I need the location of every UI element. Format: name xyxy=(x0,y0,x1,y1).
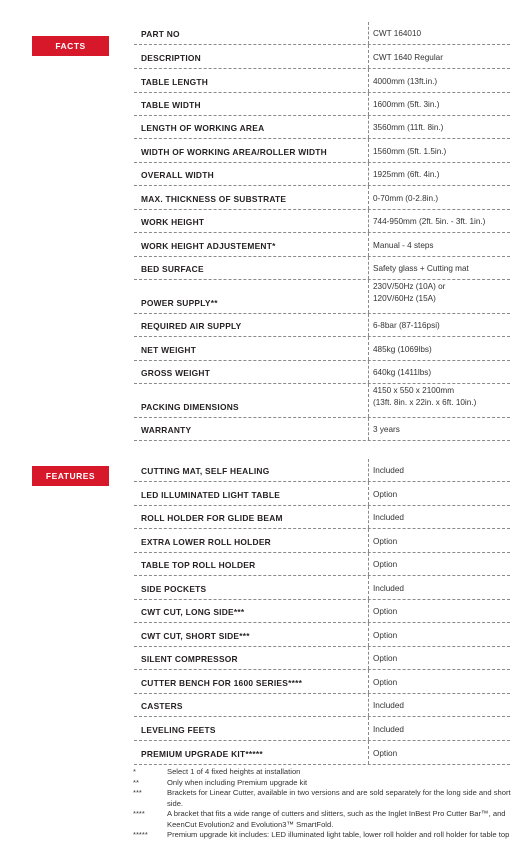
features-row-value: Option xyxy=(373,560,398,569)
features-row xyxy=(134,459,510,482)
facts-row-value-line2: (13ft. 8in. x 22in. x 6ft. 10in.) xyxy=(373,398,477,407)
features-row xyxy=(134,741,510,765)
footnote-marker: ***** xyxy=(133,830,148,839)
facts-row-value: 3560mm (11ft. 8in.) xyxy=(373,123,444,132)
facts-row-divider xyxy=(368,314,369,336)
footnote xyxy=(133,767,513,778)
facts-row-label: MAX. THICKNESS OF SUBSTRATE xyxy=(141,194,287,204)
facts-row-divider xyxy=(368,361,369,383)
features-row-divider xyxy=(368,623,369,646)
footnote-marker: ** xyxy=(133,777,139,787)
facts-row xyxy=(134,384,510,418)
facts-row-value: 230V/50Hz (10A) or xyxy=(373,282,446,291)
facts-row-value: 1600mm (5ft. 3in.) xyxy=(373,100,440,109)
features-row xyxy=(134,600,510,623)
facts-row-label: POWER SUPPLY** xyxy=(141,298,218,308)
facts-row xyxy=(134,418,510,441)
features-row-value: Option xyxy=(373,654,398,663)
facts-row xyxy=(134,280,510,314)
features-badge-label: FEATURES xyxy=(45,471,96,481)
features-row xyxy=(134,529,510,553)
footnote xyxy=(133,830,513,841)
features-row-label: LEVELING FEETS xyxy=(141,725,216,735)
facts-row xyxy=(134,22,510,45)
facts-row-label: REQUIRED AIR SUPPLY xyxy=(141,321,242,331)
footnote xyxy=(133,778,513,789)
features-table xyxy=(134,459,510,765)
facts-row-value: 4000mm (13ft.in.) xyxy=(373,77,438,86)
features-row-label: LED ILLUMINATED LIGHT TABLE xyxy=(141,490,281,500)
facts-row-divider xyxy=(368,257,369,279)
facts-row-value: CWT 1640 Regular xyxy=(373,53,443,62)
facts-row-label: NET WEIGHT xyxy=(141,345,197,355)
features-row xyxy=(134,647,510,670)
features-row-value: Option xyxy=(373,678,398,687)
facts-row-divider xyxy=(368,418,369,440)
footnote-text: Premium upgrade kit includes: LED illuminated light table, lower roll holder and roll holder for table top xyxy=(167,830,510,839)
footnote-text: Only when including Premium upgrade kit xyxy=(167,777,308,787)
facts-row xyxy=(134,186,510,210)
features-row-divider xyxy=(368,670,369,693)
features-row-value: Option xyxy=(373,631,398,640)
facts-row-divider xyxy=(368,186,369,209)
facts-row-divider xyxy=(368,45,369,68)
facts-row-divider xyxy=(368,69,369,92)
features-row-divider xyxy=(368,529,369,552)
features-row xyxy=(134,694,510,717)
features-row-label: CWT CUT, SHORT SIDE*** xyxy=(141,631,250,641)
facts-row xyxy=(134,116,510,139)
features-row-divider xyxy=(368,741,369,764)
facts-row-label: TABLE WIDTH xyxy=(141,100,201,110)
footnote-text: A bracket that fits a wide range of cutters and slitters, such as the Inglet InBest Pro Cutter Bar™, and KeenCut Evolution2 and Evolution3™ SmartFold. xyxy=(167,809,506,829)
facts-row-divider xyxy=(368,93,369,115)
facts-row xyxy=(134,210,510,233)
facts-row-label: WIDTH OF WORKING AREA/ROLLER WIDTH xyxy=(141,147,327,157)
features-row-label: CASTERS xyxy=(141,701,183,711)
features-row-label: CWT CUT, LONG SIDE*** xyxy=(141,607,245,617)
features-row xyxy=(134,482,510,506)
facts-row-divider xyxy=(368,384,369,417)
footnote-text: Select 1 of 4 fixed heights at installation xyxy=(167,767,301,776)
features-row-value: Included xyxy=(373,725,404,734)
facts-row-value: 744-950mm (2ft. 5in. - 3ft. 1in.) xyxy=(373,217,486,226)
features-row-divider xyxy=(368,576,369,599)
facts-row xyxy=(134,139,510,163)
features-row-divider xyxy=(368,600,369,622)
features-row-value: Included xyxy=(373,513,404,522)
features-row-label: TABLE TOP ROLL HOLDER xyxy=(141,560,256,570)
footnote-marker: *** xyxy=(133,788,142,797)
features-row-divider xyxy=(368,694,369,716)
facts-row xyxy=(134,257,510,280)
facts-row-label: TABLE LENGTH xyxy=(141,77,209,87)
features-row-divider xyxy=(368,553,369,575)
features-row-value: Option xyxy=(373,490,398,499)
facts-row-label: OVERALL WIDTH xyxy=(141,170,214,180)
facts-table xyxy=(134,22,510,441)
facts-row-value: Safety glass + Cutting mat xyxy=(373,264,469,273)
facts-badge-label: FACTS xyxy=(55,41,86,51)
features-row-divider xyxy=(368,717,369,740)
facts-row-label: PACKING DIMENSIONS xyxy=(141,402,239,412)
features-row xyxy=(134,623,510,647)
features-row-label: PREMIUM UPGRADE KIT***** xyxy=(141,749,263,759)
facts-row-divider xyxy=(368,163,369,185)
features-row xyxy=(134,506,510,529)
facts-row-value: 3 years xyxy=(373,425,400,434)
features-row xyxy=(134,576,510,600)
features-row-divider xyxy=(368,647,369,669)
features-row-value: Included xyxy=(373,466,404,475)
facts-row-value: 6-8bar (87-116psi) xyxy=(373,321,440,330)
facts-row-value: 640kg (1411lbs) xyxy=(373,368,432,377)
facts-row-label: WORK HEIGHT ADJUSTEMENT* xyxy=(141,241,276,251)
facts-row xyxy=(134,361,510,384)
features-row xyxy=(134,670,510,694)
facts-row xyxy=(134,337,510,361)
facts-row-label: WORK HEIGHT xyxy=(141,217,205,227)
facts-row xyxy=(134,314,510,337)
facts-row-value: 1925mm (6ft. 4in.) xyxy=(373,170,440,179)
facts-row-divider xyxy=(368,139,369,162)
footnote xyxy=(133,809,513,830)
facts-row-divider xyxy=(368,116,369,138)
facts-row-divider xyxy=(368,233,369,256)
facts-row-divider xyxy=(368,210,369,232)
facts-row-value: 4150 x 550 x 2100mm xyxy=(373,386,455,395)
features-row-label: CUTTER BENCH FOR 1600 SERIES**** xyxy=(141,678,303,688)
facts-row-label: DESCRIPTION xyxy=(141,53,201,63)
facts-row-divider xyxy=(368,280,369,313)
footnotes xyxy=(133,767,513,841)
facts-row xyxy=(134,93,510,116)
features-row-value: Option xyxy=(373,537,398,546)
footnote xyxy=(133,788,513,809)
features-row-value: Option xyxy=(373,749,398,758)
facts-row-value: 0-70mm (0-2.8in.) xyxy=(373,194,439,203)
features-row-label: SIDE POCKETS xyxy=(141,584,207,594)
features-row-label: EXTRA LOWER ROLL HOLDER xyxy=(141,537,271,547)
features-badge xyxy=(32,466,109,486)
features-row xyxy=(134,553,510,576)
facts-row-label: GROSS WEIGHT xyxy=(141,368,211,378)
facts-row-value: 1560mm (5ft. 1.5in.) xyxy=(373,147,447,156)
features-row-label: ROLL HOLDER FOR GLIDE BEAM xyxy=(141,513,283,523)
facts-row xyxy=(134,69,510,93)
footnote-marker: * xyxy=(133,767,136,776)
facts-row-divider xyxy=(368,22,369,44)
facts-row-label: BED SURFACE xyxy=(141,264,204,274)
features-row-value: Included xyxy=(373,701,404,710)
facts-row-value: CWT 164010 xyxy=(373,29,422,38)
facts-badge xyxy=(32,36,109,56)
features-row-label: CUTTING MAT, SELF HEALING xyxy=(141,466,270,476)
facts-row-value: Manual - 4 steps xyxy=(373,241,434,250)
features-row-divider xyxy=(368,506,369,528)
features-row xyxy=(134,717,510,741)
facts-row-value: 485kg (1069lbs) xyxy=(373,345,432,354)
facts-row xyxy=(134,163,510,186)
footnote-marker: **** xyxy=(133,809,145,818)
facts-row xyxy=(134,233,510,257)
facts-row-divider xyxy=(368,337,369,360)
footnote-text: Brackets for Linear Cutter, available in two versions and are sold separately for the long side and short side. xyxy=(167,788,511,808)
facts-row-value-line2: 120V/60Hz (15A) xyxy=(373,294,436,303)
facts-row-label: WARRANTY xyxy=(141,425,192,435)
features-row-divider xyxy=(368,482,369,505)
facts-row-label: PART NO xyxy=(141,29,180,39)
facts-row xyxy=(134,45,510,69)
facts-row-label: LENGTH OF WORKING AREA xyxy=(141,123,265,133)
features-row-divider xyxy=(368,459,369,481)
features-row-label: SILENT COMPRESSOR xyxy=(141,654,238,664)
features-row-value: Option xyxy=(373,607,398,616)
features-row-value: Included xyxy=(373,584,404,593)
